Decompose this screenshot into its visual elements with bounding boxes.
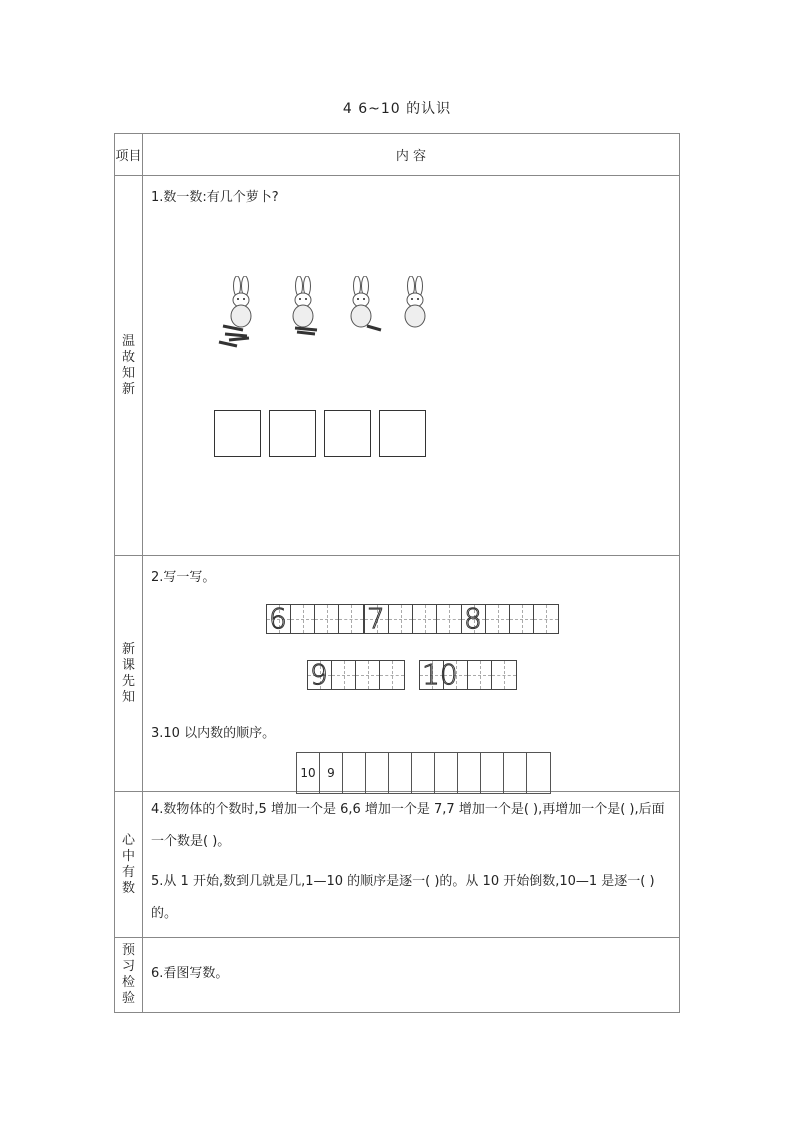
sequence-blank[interactable] [366,753,389,793]
sequence-blank[interactable] [504,753,527,793]
section-label-preview: 新课先知 [115,556,143,792]
answer-box-2[interactable] [269,410,316,457]
rabbits-carrots-image [211,276,481,356]
answer-box-1[interactable] [214,410,261,457]
worksheet-table [114,133,680,1013]
number-sequence [296,752,551,794]
writing-grid-8[interactable] [461,604,559,634]
section-label-check: 预习检验 [115,938,143,1013]
rabbit-icon [293,276,317,334]
digit-9: 9 [310,658,328,691]
section-understanding [143,792,680,938]
digit-6: 6 [269,602,287,635]
question-5: 5.从 1 开始,数到几就是几,1—10 的顺序是逐一( )的。从 10 开始倒数,10—1 是逐一( )的。 [151,874,655,921]
digit-7: 7 [367,602,385,635]
sequence-cell: 10 [297,753,320,793]
rabbit-icon [219,276,251,346]
sequence-blank[interactable] [481,753,504,793]
sequence-cell: 9 [320,753,343,793]
section-label-review: 温故知新 [115,176,143,556]
question-3: 3.10 以内数的顺序。 [151,726,276,741]
page-title: 4 6~10 的认识 [342,101,452,117]
writing-grid-10[interactable] [419,660,517,690]
writing-grid-9[interactable] [307,660,405,690]
sequence-blank[interactable] [435,753,458,793]
question-6: 6.看图写数。 [151,966,229,981]
header-project: 项目 [115,134,143,176]
section-review [143,176,680,556]
rabbit-icon [405,276,425,327]
header-content: 内 容 [143,134,680,176]
section-check [143,938,680,1013]
writing-grid-7[interactable] [364,604,462,634]
section-preview [143,556,680,792]
question-1: 1.数一数:有几个萝卜? [151,190,279,205]
digit-10: 10 [422,658,458,691]
answer-box-3[interactable] [324,410,371,457]
question-2: 2.写一写。 [151,570,216,585]
sequence-blank[interactable] [458,753,481,793]
question-4: 4.数物体的个数时,5 增加一个是 6,6 增加一个是 7,7 增加一个是( ),再增加一个是( ),后面一个数是( )。 [151,802,665,849]
rabbit-icon [351,276,381,330]
digit-8: 8 [464,602,482,635]
writing-grid-6[interactable] [266,604,364,634]
sequence-blank[interactable] [527,753,550,793]
answer-box-4[interactable] [379,410,426,457]
sequence-blank[interactable] [412,753,435,793]
section-label-understanding: 心中有数 [115,792,143,938]
sequence-blank[interactable] [389,753,412,793]
sequence-blank[interactable] [343,753,366,793]
